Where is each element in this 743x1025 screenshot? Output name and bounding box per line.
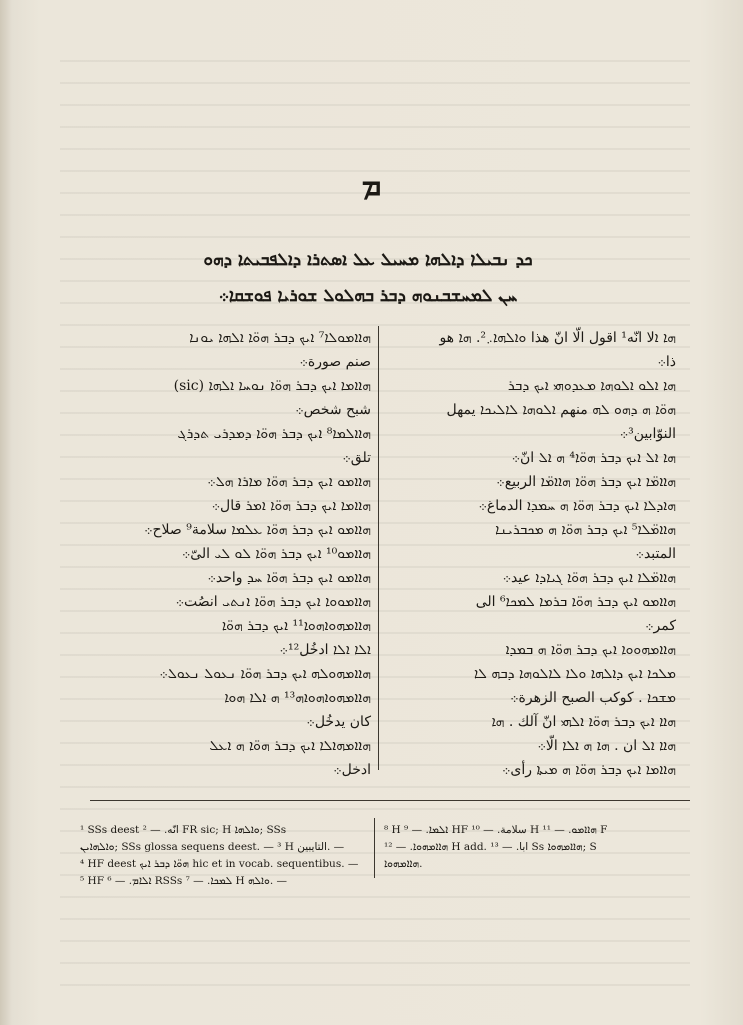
- text-line: ܗܐܐܡܘܘܐ ܐܝܟ ܕܒܪ ܗܘ̈ܐ ܐܢܬܝ انصُت܀: [175, 594, 371, 610]
- text-line: ܗܐܐܡܗܐܠܐ ܐܝܟ ܕܒܪ ܗܘ̈ܐ ܗ ܐܥܠ: [209, 738, 371, 754]
- text-line: كان يدخُل܀: [306, 714, 371, 730]
- footnote-line: ⁵ HF ܐܠܐܡ. — ⁶ RSSs ܠܡܟܐ. — ⁷ H ܘܐܠܗ. —: [80, 875, 288, 887]
- right-text-column: [386, 326, 676, 782]
- text-line: ܗܐܐܡܗܘܠܗ ܐܝܟ ܕܒܪ ܗܘ̈ܐ ܢܥܘܠ ܢܥܘܠ܀: [159, 666, 371, 682]
- text-line: ܗܐܕܠܐ ܐܝܟ ܕܒܪ ܗܘ̈ܐ ܗ ܚܡܕܐ الدماغ܀: [478, 498, 676, 514]
- text-line: ܗܐ ܐܠ ܐܝܟ ܕܒܪ ܗܘ̈ܐ⁴ ܗ ܐܠ انّ܀: [511, 450, 676, 466]
- text-line: ܗܐܐܡܗܘܘܐ ܐܝܟ ܕܒܪ ܗܘ̈ܐ ܗ ܒܡܕܐ: [505, 642, 676, 658]
- footnote-line: ܗܐܐܡܗܘܐ. — ¹² H add. ابا. — ¹³ Ss ܗܐܐܡܗܘܐ; S: [384, 841, 597, 853]
- text-line: ܗܐܐܡܐ ܐܝܟ ܕܒܪ ܗܘ̈ܐ ܗ ܡܝܬܐ رأى܀: [501, 762, 676, 778]
- text-line: ܗܐܐܡܘ ܐܝܟ ܕܒܪ ܗܘ̈ܐ ܥܠܡܐ سلامة⁹ صلاح܀: [144, 522, 371, 538]
- text-line: ܗܐܐܡܘܠܐ⁷ ܐܝܟ ܕܒܪ ܗܘ̈ܐ ܐܠܗܐ ܝܘܢܐ: [189, 330, 371, 346]
- text-line: ܗܐܐܡ̈ܠܐ⁵ ܐܝܟ ܕܒܪ ܗܘ̈ܐ ܗ ܡܟܒܪܝܢܐ: [495, 522, 676, 538]
- footnotes-left: [80, 822, 364, 890]
- footnote-line: ⁴ HF deest ܗܘ̈ܐ ܕܒܪ ܐܝܟ hic et in vocab. sequentibus. —: [80, 858, 359, 870]
- chapter-letter: ܡ: [361, 168, 382, 203]
- left-text-column: [78, 326, 371, 782]
- text-line: ܗܐ ܐلا انّه¹ اقول الّا انّ هذا ܘܐܠܗܐ܇². ܗܐ هو: [439, 330, 676, 346]
- text-line: ܗܐܐܡܗܘܐܗܘܐܗ¹³ ܗ ܐܠܐ ܗܘܐ: [224, 690, 371, 706]
- text-line: صنم صورة܀: [299, 354, 371, 370]
- text-line: ذا܀: [657, 354, 676, 370]
- text-line: ܗܐܐܡܘ ܐܝܟ ܕܒܪ ܗܘ̈ܐ ܒܪܡܐ ܠܡܟܐ⁶ الى: [475, 594, 676, 610]
- text-line: ܡܫܟܐ . كوكب الصبح الزهرة܀: [510, 690, 676, 706]
- text-line: ܗܐܐܡܗܘܐܗܘܐ¹¹ ܐܝܟ ܕܒܪ ܗܘ̈ܐ: [221, 618, 371, 634]
- text-line: ܗܐܐܡܘ¹⁰ ܐܝܟ ܕܒܪ ܗܘ̈ܐ ܠܘ ܠܝ الىّ܀: [181, 546, 371, 562]
- text-line: المتبد܀: [635, 546, 676, 562]
- text-line: ܗܐܐ ܐܠ ان . ܗܐ ܗ ܐܠܐ الّا܀: [537, 738, 676, 754]
- heading-line: ܚܢ ܠܡܚܫܒܢܘܗ ܕܒܪ ܒܗܠܘܠ ܫܘܪܝܐ ܦܘܫܩܐ܀: [218, 286, 518, 306]
- footnote-line: ⁸ H ܐܠܡܐ. — ⁹ HF سلامة. — ¹⁰ H ܗܐܐܡܘ. — ¹¹ F: [384, 824, 608, 836]
- text-line: ܗܐܐܠܡܐ⁸ ܐܝܟ ܕܒܪ ܗܘ̈ܐ ܕܡܕܪܝ ܬܕܪܓ: [177, 426, 371, 442]
- chapter-heading: [118, 242, 618, 314]
- text-line: ادخل܀: [333, 762, 371, 778]
- footnotes-right: [384, 822, 680, 873]
- text-line: ܗܐܐܡ̈ܐ ܐܝܟ ܕܒܪ ܗܘ̈ܐ ܗܐܐܡ̈ܐ الربيع܀: [496, 474, 676, 490]
- footnote-divider: [374, 818, 375, 878]
- footnote-line: ܘܐܠܗܐܝܢ; SSs glossa sequens deest. — ³ H التايبين. —: [80, 841, 345, 853]
- text-line: شبح شخص܀: [295, 402, 371, 418]
- text-line: ܗܐܐܡܘ ܐܝܟ ܕܒܪ ܗܘ̈ܐ ܚܕ واحد܀: [207, 570, 371, 586]
- text-line: ܗܐܐܡܐ ܐܝܟ ܕܒܪ ܗܘ̈ܐ ܐܡܪ قال܀: [211, 498, 371, 514]
- text-line: ܗܐܐܡܘ ܐܝܟ ܕܒܪ ܗܘ̈ܐ ܡܐܪܐ ܗܠ܀: [207, 474, 371, 490]
- footnote-rule: [90, 800, 690, 801]
- footnote-line: ¹ SSs deest انّه. — ² FR sic; H ܘܐܠܗܐ; SSs: [80, 824, 287, 836]
- text-line: ܗܐܐ ܐܝܟ ܕܒܪ ܗܘ̈ܐ ܐܠܗܝ انّ آلك . ܗܐ: [491, 714, 676, 730]
- text-line: ܗܘ̈ܐ ܗ ܕܗܘ ܠܗ منهم ܐܠܘܗܐ ܠܐܠܝܟܐ يمهل: [446, 402, 676, 418]
- column-divider: [378, 326, 379, 770]
- text-line: تلق܀: [342, 450, 371, 466]
- footnote-line: ܗܐܐܡܗܘܐ.: [384, 858, 423, 870]
- text-line: كمر܀: [645, 618, 676, 634]
- text-line: ܗܐ ܐܠܘ ܐܠܘܗܐ ܡܥܕܘܗܝ ܐܝܟ ܕܒܪ: [507, 378, 676, 394]
- text-line: ܡܠܟܐ ܐܝܟ ܕܐܠܗܐ ܘܠܐ ܠܐܠܘܗܐ ܕܒܗ ܠܐ: [474, 666, 676, 682]
- text-line: ܗܐܐܡ̈ܠܐ ܐܝܟ ܕܒܪ ܗܘ̈ܐ ܓܝܐܕܐ عيد܀: [502, 570, 676, 586]
- heading-line: ܟܕ ܢܒܝܠܐ ܕܐܠܗܐ ܡܚܝܠ ܥܠ ܐܣܬܪܐ ܕܐܠܦܒܝܬܐ ܕܗܘ: [203, 250, 533, 270]
- text-line: النوّابين³܀: [619, 426, 676, 442]
- text-line: ܐܠܐ ܐܠܐ ادخُل¹²܀: [279, 642, 371, 658]
- text-line: ܗܐܐܡܐ ܐܝܟ ܕܒܪ ܗܘ̈ܐ ܢܘܚܐ ܐܠܗܐ (sic): [173, 378, 371, 394]
